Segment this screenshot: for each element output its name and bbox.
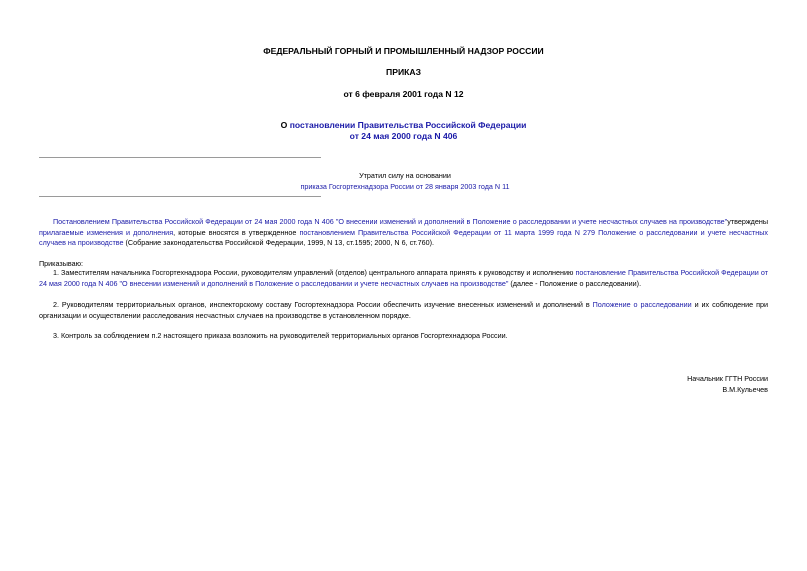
item-1-text-1: 1. Заместителям начальника Госгортехнадзора России, руководителям управлений (отделов) центрального аппарата принять к руководству и исполнению <box>53 268 576 277</box>
lost-force-note <box>240 170 570 192</box>
date-number-heading: от 6 февраля 2001 года N 12 <box>343 89 464 99</box>
order-item-2 <box>39 300 768 321</box>
preamble-text-1: утверждены <box>727 217 768 226</box>
divider-top <box>39 157 321 158</box>
order-item-1 <box>39 268 768 289</box>
item-2-text-1: 2. Руководителям территориальных органов, инспекторскому составу Госгортехнадзора России обеспечить изучение внесенных изменений и дополнений в <box>53 300 593 309</box>
changes-link[interactable]: прилагаемые изменения и дополнения <box>39 227 174 237</box>
item-1-decree-link[interactable]: постановление Правительства Российской Федерации от 24 мая 2000 года N 406 "О внесении изменений и дополнений в Положение о расследовании и учете несчастных случаев на производстве" <box>39 268 768 288</box>
item-1-text-2: (далее - Положение о расследовании). <box>508 278 642 288</box>
regulation-link[interactable]: Положение о расследовании <box>592 300 692 309</box>
item-2-text-2: и их соблюдение при организации и осуществлении расследования несчастных случаев на производстве в установленном порядке. <box>39 300 768 320</box>
preamble-text-3: (Собрание законодательства Российской Федерации, 1999, N 13, ст.1595; 2000, N 6, ст.760). <box>123 238 435 248</box>
title-prefix: О <box>280 120 290 130</box>
decree-279-link[interactable]: постановлением Правительства Российской Федерации от 11 марта 1999 года N 279 Положение о расследовании и учете несчастных случаев на производстве <box>39 227 768 248</box>
divider-bottom <box>39 196 321 197</box>
order-item-3: 3. Контроль за соблюдением п.2 настоящего приказа возложить на руководителей территориальных органов Госгортехнадзора России. <box>53 331 508 340</box>
title-line-2[interactable]: от 24 мая 2000 года N 406 <box>349 131 458 141</box>
document-title <box>0 120 807 142</box>
title-link[interactable]: постановлении Правительства Российской Федерации <box>289 120 527 130</box>
lost-force-link[interactable]: приказа Госгортехнадзора России от 28 января 2003 года N 11 <box>300 182 510 191</box>
signatory-name: В.М.Кульечев <box>722 384 768 394</box>
order-word: Приказываю: <box>39 259 83 268</box>
document-type-heading: ПРИКАЗ <box>386 67 421 77</box>
preamble-text-2: , которые вносятся в утвержденное <box>173 227 300 237</box>
decree-406-link[interactable]: Постановлением Правительства Российской Федерации от 24 мая 2000 года N 406 "О внесении изменений и дополнений в Положение о расследовании и учете несчастных случаев на производстве" <box>53 217 728 226</box>
preamble-paragraph <box>39 217 768 249</box>
signature-block <box>687 374 768 395</box>
agency-heading: ФЕДЕРАЛЬНЫЙ ГОРНЫЙ И ПРОМЫШЛЕННЫЙ НАДЗОР РОССИИ <box>263 46 544 56</box>
signatory-position: Начальник ГГТН России <box>687 374 768 383</box>
lost-force-text: Утратил силу на основании <box>359 171 451 180</box>
